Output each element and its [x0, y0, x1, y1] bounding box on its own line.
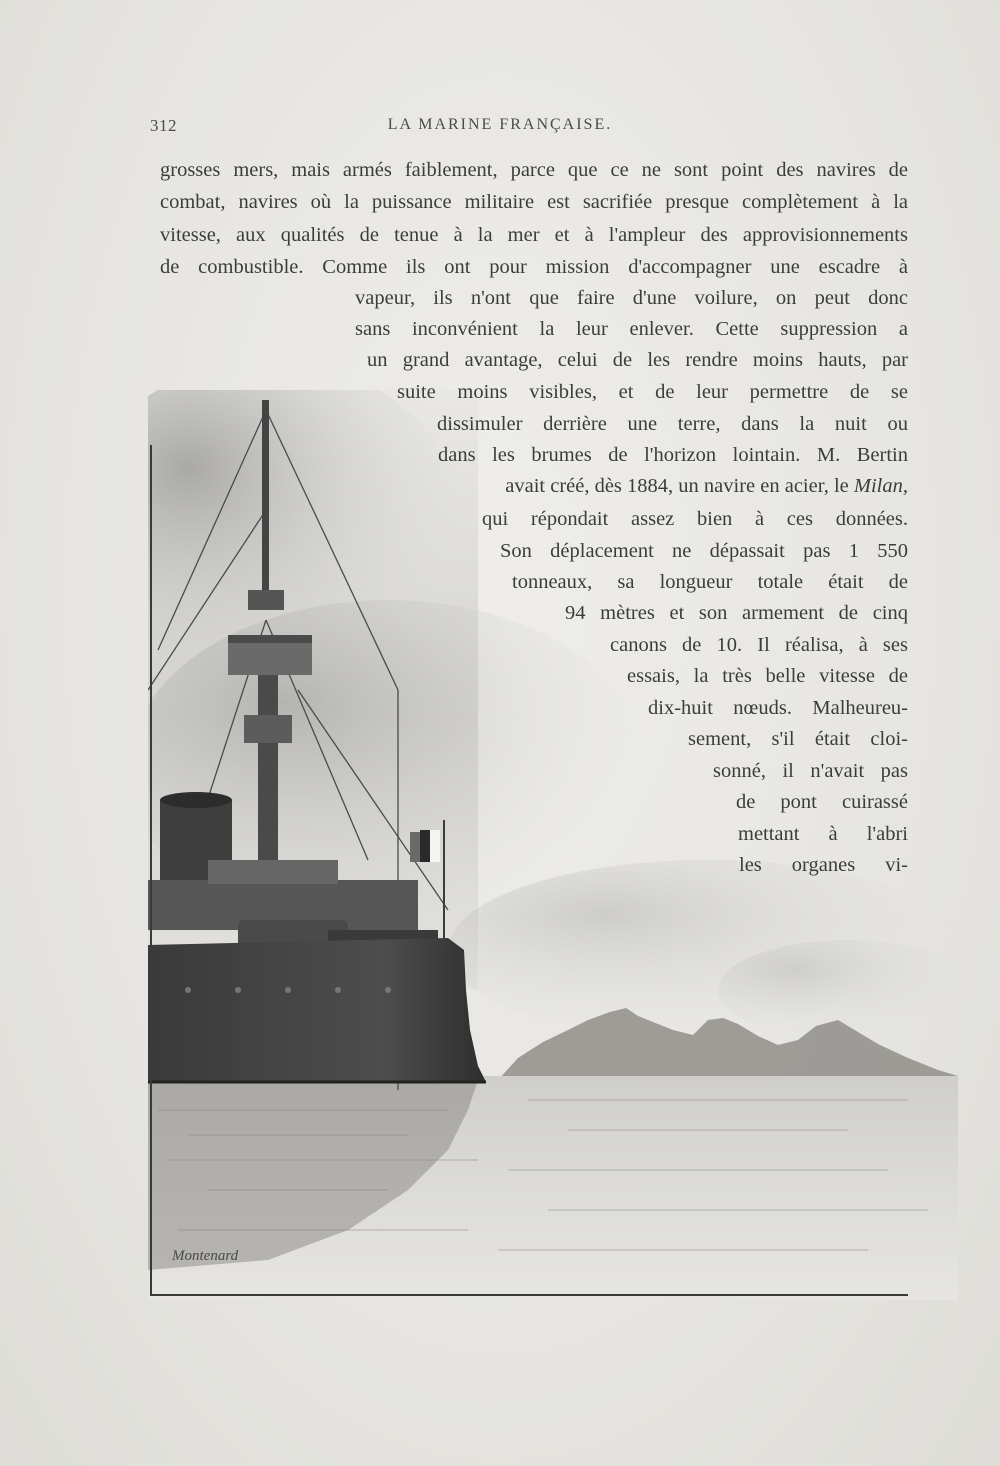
text-line: dans les brumes de l'horizon lointain. M. Bertin [438, 444, 908, 466]
flag-stripe-1 [420, 830, 430, 862]
running-title: LA MARINE FRANÇAISE. [387, 116, 613, 133]
funnel-top [160, 792, 232, 808]
text-line: Son déplacement ne dépassait pas 1 550 [500, 540, 908, 562]
text-line: essais, la très belle vitesse de [627, 665, 908, 687]
text-line: 94 mètres et son armement de cinq [565, 602, 908, 624]
text-line: qui répondait assez bien à ces données. [482, 508, 908, 530]
text-line: de pont cuirassé [736, 791, 908, 813]
text-line: combat, navires où la puissance militaire est sacrifiée presque complètement à la [160, 191, 908, 213]
top-mast [262, 400, 269, 600]
text-line: sans inconvénient la leur enlever. Cette suppression a [355, 318, 908, 340]
illustration-frame-bottom [150, 1294, 908, 1296]
text-line: sonné, il n'avait pas [713, 760, 908, 782]
flag-stripe-2 [430, 830, 440, 862]
text-line: grosses mers, mais armés faiblement, parce que ce ne sont point des navires de [160, 159, 908, 181]
page-number: 312 [150, 116, 177, 135]
ship-hull [148, 938, 486, 1082]
text-line-lead: avait créé, dès 1884, un navire en acier, le [505, 475, 854, 497]
text-line: canons de 10. Il réalisa, à ses [610, 634, 908, 656]
mast-platform [244, 715, 292, 743]
fighting-top-band [228, 635, 312, 643]
ship-name: Milan, [853, 475, 908, 497]
text-line: un grand avantage, celui de les rendre moins hauts, par [367, 349, 908, 371]
text-line: sement, s'il était cloi- [688, 728, 908, 750]
text-line: mettant à l'abri [738, 823, 908, 845]
illustration-frame-left [150, 445, 152, 1295]
fighting-top-upper [248, 590, 284, 610]
text-line-with-ship-name [430, 474, 908, 498]
text-line: dissimuler derrière une terre, dans la nuit ou [437, 413, 908, 435]
bridge-deck [208, 860, 338, 884]
lower-mast [258, 675, 278, 875]
text-line: vitesse, aux qualités de tenue à la mer et à l'ampleur des approvisionnements [160, 224, 908, 246]
text-line: vapeur, ils n'ont que faire d'une voilure, on peut donc [355, 287, 908, 309]
text-line: les organes vi- [739, 854, 908, 876]
text-line: dix-huit nœuds. Malheureu- [648, 697, 908, 719]
flag-stripe-3 [410, 832, 420, 862]
text-line: suite moins visibles, et de leur permettre de se [397, 381, 908, 403]
text-line: de combustible. Comme ils ont pour mission d'accompagner une escadre à [160, 256, 908, 278]
artist-signature: Montenard [172, 1248, 239, 1264]
text-line: tonneaux, sa longueur totale était de [512, 571, 908, 593]
